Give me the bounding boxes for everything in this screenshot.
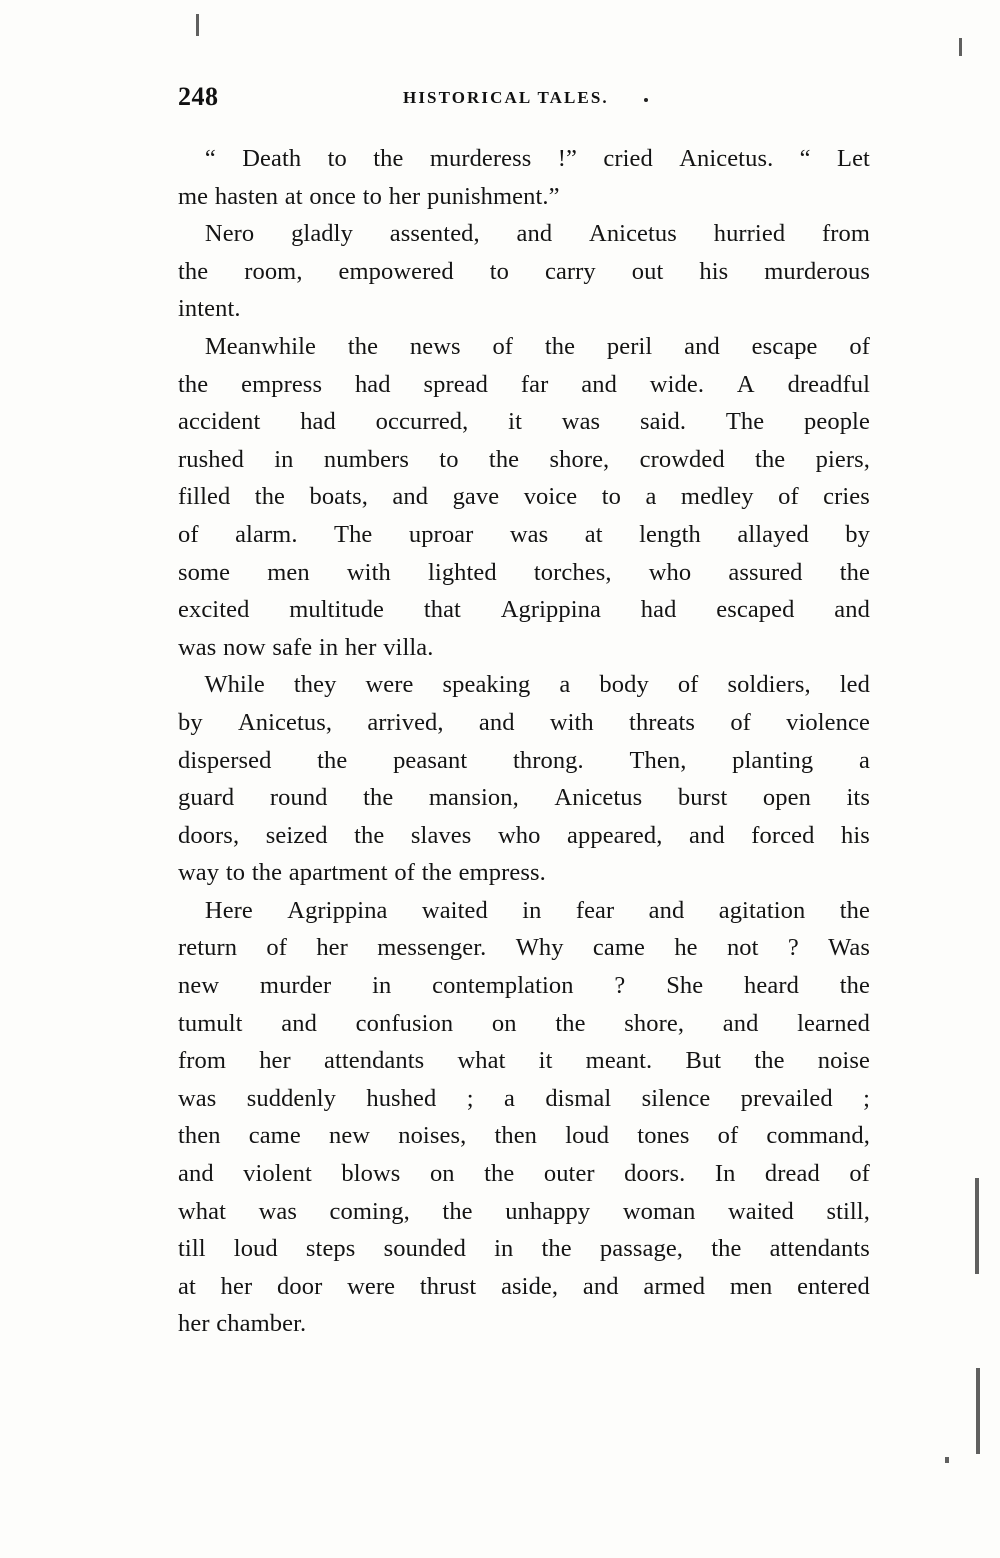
text-word: far [520,370,549,398]
text-word: Let [837,145,870,172]
text-word: and [834,596,870,624]
paragraph [178,666,870,892]
text-word: murder [259,972,332,1000]
text-word: were [347,1272,396,1300]
text-word: agitation [718,896,806,924]
text-word: rushed [178,445,244,473]
text-word: Agrippina [500,596,601,624]
text-line [178,1042,870,1080]
text-word: and [648,896,685,924]
text-word: some [178,558,231,586]
text-line [178,742,870,780]
text-word: Then, [629,746,687,774]
text-word: who [648,558,692,586]
text-word: and [722,1009,759,1037]
text-word: the [839,896,870,924]
text-word: peril [606,332,653,360]
text-word: on [429,1160,455,1188]
text-word: soldiers, [727,671,811,699]
text-word: from [178,1047,227,1075]
text-word: its [846,784,870,812]
text-word: was [509,520,549,548]
text-word: Meanwhile [178,332,317,360]
text-word: of [717,1122,739,1150]
text-word: it [538,1047,553,1075]
text-word: his [699,257,729,285]
text-word: In [714,1160,736,1188]
text-word: fear [575,896,615,924]
text-word: dread [764,1160,820,1188]
text-word: to [601,483,621,511]
text-word: shore, [549,445,610,473]
text-line: was now safe in her villa. [178,633,434,661]
text-word: dispersed [178,746,272,774]
text-word: by [845,520,870,548]
text-word: room, [244,257,303,285]
paragraph [178,140,870,215]
text-word: in [372,972,392,1000]
running-head: HISTORICAL TALES. [403,88,609,107]
text-word: came [592,934,646,962]
text-word: out [631,257,664,285]
text-word: was [561,408,601,436]
text-word: seized [265,821,328,849]
text-word: and [478,708,515,736]
text-word: the [347,332,379,360]
text-word: gladly [291,220,353,248]
text-word: multitude [289,596,385,624]
text-word: sounded [383,1235,466,1263]
text-word: gave [452,483,500,511]
text-word: voice [523,483,578,511]
text-word: and [392,483,429,511]
text-word: allayed [737,520,809,548]
text-word: open [762,784,811,812]
text-word: the [754,1047,785,1075]
text-word: violence [786,708,870,736]
header-dot-mark [644,98,648,102]
text-word: empress [241,370,323,398]
scan-edge-mark-right-dot [945,1457,949,1463]
text-word: carry [544,257,596,285]
text-word: the [711,1235,742,1263]
text-word: and [689,821,725,849]
text-word: meant. [585,1047,653,1075]
scan-edge-mark-right-mid [975,1178,979,1274]
text-word: excited [178,596,250,624]
text-word: of [266,934,288,962]
text-word: ? [787,934,799,962]
text-word: door [277,1272,323,1300]
text-word: wide. [649,370,705,398]
page-header [178,82,868,112]
text-word: cries [823,483,870,511]
text-word: that [423,596,461,624]
text-word: shore, [624,1009,685,1037]
text-word: were [365,671,414,699]
text-word: waited [727,1197,794,1225]
text-word: to [327,145,347,172]
page-number: 248 [178,82,219,111]
text-word: then [178,1122,221,1150]
text-line [178,215,870,253]
text-word: the [839,558,870,586]
text-word: then [494,1122,538,1150]
text-line [178,1005,870,1043]
text-word: speaking [442,671,531,699]
text-word: ? [614,972,626,1000]
text-word: ; [863,1084,870,1112]
body-text [178,140,870,1343]
text-word: at [178,1272,196,1300]
scan-edge-mark-top [196,14,199,36]
text-word: cried [603,145,653,172]
text-word: news [409,332,461,360]
text-word: not [726,934,759,962]
text-word: prevailed [740,1084,833,1112]
text-word: lighted [428,558,497,586]
text-word: who [497,821,541,849]
text-word: the [442,1197,473,1225]
text-word: said. [639,408,687,436]
text-word: his [841,821,870,849]
text-word: the [755,445,786,473]
text-word: Why [515,934,564,962]
text-word: threats [629,708,696,736]
text-word: dreadful [787,370,870,398]
text-word: doors, [178,821,240,849]
text-line [178,666,870,704]
text-word: the [178,257,209,285]
text-word: !” [557,145,577,172]
text-word: was [178,1084,217,1112]
text-word: assented, [389,220,480,248]
paragraph [178,328,870,666]
text-word: burst [677,784,728,812]
text-word: from [821,220,870,248]
text-word: murderess [429,145,532,172]
text-word: he [674,934,698,962]
text-word: blows [341,1160,401,1188]
text-word: of [492,332,514,360]
text-word: the [544,332,576,360]
text-word: woman [622,1197,696,1225]
text-word: Anicetus [554,784,643,812]
text-word: hushed [366,1084,437,1112]
text-word: round [269,784,328,812]
text-word: hurried [713,220,786,248]
text-word: tones [637,1122,690,1150]
text-word: Here [178,896,253,924]
text-word: people [804,408,870,436]
scan-edge-mark-right-lower [976,1368,980,1454]
text-word: to [489,257,509,285]
text-word: unhappy [505,1197,591,1225]
text-word: planting [732,746,814,774]
text-word: a [858,746,870,774]
text-word: till [178,1235,206,1263]
text-word: the [254,483,286,511]
text-word: and [281,1009,317,1037]
text-word: Anicetus, [237,708,333,736]
text-word: Death [242,145,302,172]
text-word: command, [766,1122,870,1150]
text-word: the [354,821,385,849]
text-word: of [677,671,699,699]
text-line [178,1155,870,1193]
text-word: Nero [178,220,255,248]
text-word: The [334,520,373,548]
text-word: appeared, [567,821,663,849]
text-word: crowded [639,445,725,473]
text-word: violent [243,1160,312,1188]
text-line [178,366,870,404]
text-word: accident [178,408,261,436]
text-word: a [559,671,571,699]
text-word: by [178,708,203,736]
text-word: silence [641,1084,711,1112]
text-word: While [178,671,265,699]
text-word: and [684,332,720,360]
text-line [178,441,870,479]
text-line [178,892,870,930]
text-word: torches, [533,558,612,586]
text-word: with [549,708,594,736]
text-word: contemplation [432,972,574,1000]
paragraph [178,215,870,328]
text-word: the [484,1160,515,1188]
text-word: “ [178,145,216,172]
text-word: suddenly [246,1084,337,1112]
text-word: noises, [398,1122,467,1150]
text-word: murderous [764,257,870,285]
text-word: a [645,483,657,511]
text-word: slaves [410,821,472,849]
text-word: tumult [178,1009,243,1037]
text-word: her [259,1047,291,1075]
text-word: led [839,671,870,699]
text-word: Agrippina [287,896,388,924]
text-word: doors. [624,1160,686,1188]
text-line [178,704,870,742]
text-line [178,328,870,366]
text-word: of [178,520,199,548]
text-word: Anicetus. [679,145,774,172]
text-word: heard [744,972,799,1000]
text-word: waited [421,896,488,924]
text-word: mansion, [428,784,519,812]
text-word: attendants [323,1047,425,1075]
text-line: her chamber. [178,1310,307,1338]
text-word: boats, [309,483,368,511]
text-word: men [729,1272,773,1300]
text-word: Anicetus [589,220,677,248]
text-word: it [508,408,522,436]
text-word: throng. [512,746,584,774]
text-word: and [582,1272,619,1300]
text-line: me hasten at once to her punishment.” [178,182,560,210]
text-word: attendants [769,1235,870,1263]
text-word: A [736,370,755,398]
text-word: the [541,1235,572,1263]
text-line [178,817,870,855]
text-word: in [494,1235,514,1263]
text-word: the [363,784,394,812]
text-word: and [516,220,553,248]
text-word: She [666,972,704,1000]
text-word: outer [543,1160,595,1188]
text-word: steps [305,1235,356,1263]
text-line [178,1268,870,1306]
text-word: new [178,972,220,1000]
paragraph [178,892,870,1343]
text-word: passage, [599,1235,684,1263]
text-word: noise [817,1047,870,1075]
text-line [178,1193,870,1231]
text-word: still, [826,1197,870,1225]
text-word: with [346,558,391,586]
text-word: forced [751,821,815,849]
text-word: assured [728,558,803,586]
text-word: armed [643,1272,706,1300]
text-word: in [522,896,542,924]
text-line: way to the apartment of the empress. [178,859,546,887]
text-word: and [178,1160,214,1188]
text-word: numbers [323,445,409,473]
text-word: body [599,671,649,699]
text-word: return [178,934,238,962]
text-word: confusion [355,1009,454,1037]
text-word: thrust [419,1272,477,1300]
text-word: in [274,445,294,473]
text-word: alarm. [235,520,298,548]
text-word: learned [797,1009,870,1037]
text-word: occurred, [375,408,469,436]
text-line [178,516,870,554]
text-word: to [439,445,459,473]
text-word: had [300,408,336,436]
text-line [178,1230,870,1268]
text-word: medley [680,483,754,511]
text-word: was [258,1197,297,1225]
text-word: new [328,1122,371,1150]
text-word: uproar [408,520,474,548]
text-word: men [267,558,310,586]
text-word: they [293,671,337,699]
text-line [178,554,870,592]
text-word: peasant [393,746,468,774]
text-word: of [778,483,799,511]
text-line [178,591,870,629]
text-word: on [491,1009,517,1037]
text-word: of [730,708,751,736]
text-word: messenger. [377,934,487,962]
text-line: intent. [178,295,241,323]
scan-edge-mark-right-upper [959,38,962,56]
text-line [178,967,870,1005]
text-word: loud [233,1235,278,1263]
text-word: escaped [716,596,795,624]
text-word: of [849,332,870,360]
text-word: her [220,1272,253,1300]
text-word: had [640,596,677,624]
text-word: the [488,445,520,473]
text-word: the [555,1009,586,1037]
text-word: entered [797,1272,870,1300]
text-word: piers, [815,445,870,473]
text-word: loud [565,1122,610,1150]
text-word: escape [751,332,818,360]
text-word: what [457,1047,506,1075]
text-word: length [639,520,701,548]
text-line [178,1117,870,1155]
text-word: “ [799,145,811,172]
text-word: aside, [501,1272,559,1300]
text-word: a [503,1084,515,1112]
text-word: her [316,934,348,962]
text-line [178,140,870,178]
text-word: The [725,408,765,436]
text-word: had [354,370,391,398]
text-word: dismal [545,1084,612,1112]
text-word: coming, [329,1197,410,1225]
text-word: came [248,1122,301,1150]
text-word: spread [423,370,489,398]
text-word: the [839,972,870,1000]
text-word: the [178,370,209,398]
text-line [178,1080,870,1118]
text-line [178,478,870,516]
text-line [178,403,870,441]
text-word: filled [178,483,231,511]
text-word: what [178,1197,227,1225]
text-word: and [581,370,617,398]
text-word: ; [466,1084,474,1112]
text-line [178,253,870,291]
text-word: the [317,746,348,774]
text-line [178,929,870,967]
text-line [178,779,870,817]
text-word: arrived, [367,708,444,736]
text-word: at [584,520,603,548]
text-word: empowered [338,257,454,285]
text-word: of [849,1160,870,1188]
text-word: Was [828,934,870,962]
text-word: the [373,145,404,172]
text-word: But [685,1047,722,1075]
text-word: guard [178,784,235,812]
